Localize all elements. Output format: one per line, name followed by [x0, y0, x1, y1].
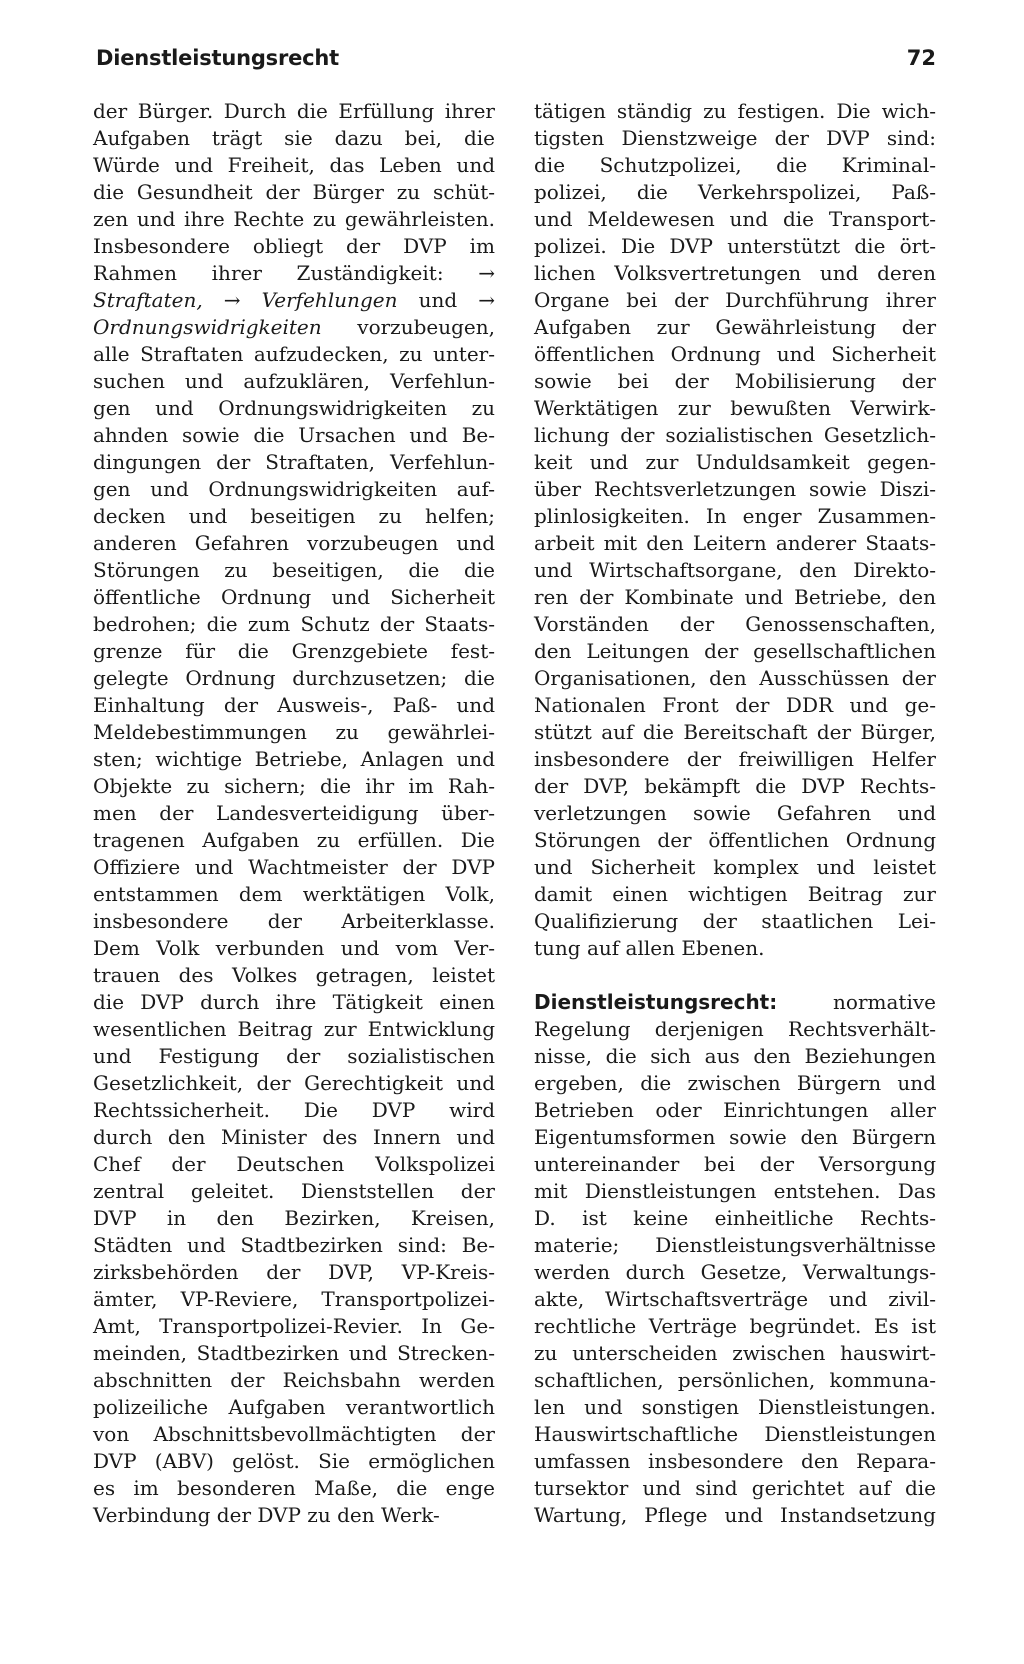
text-line: sten; wichtige Betriebe, Anlagen und	[93, 747, 495, 771]
entry-first-line-text: normative	[833, 990, 936, 1014]
text-line: dingungen der Straftaten, Verfehlun-	[93, 450, 495, 474]
text-line: insbesondere der Arbeiterklasse.	[93, 909, 495, 933]
text-line: entstammen dem werktätigen Volk,	[93, 882, 495, 906]
text-line: damit einen wichtigen Beitrag zur	[534, 882, 936, 906]
text-line: Gesetzlichkeit, der Gerechtigkeit und	[93, 1071, 495, 1095]
text-line: materie; Dienstleistungsverhältnisse	[534, 1233, 936, 1257]
text-line: men der Landesverteidigung über-	[93, 801, 495, 825]
text-line: nisse, die sich aus den Beziehungen	[534, 1044, 936, 1068]
entry-lemma: Dienstleistungsrecht:	[534, 990, 778, 1014]
text-line: untereinander bei der Versorgung	[534, 1152, 936, 1176]
text-line: tigsten Dienstzweige der DVP sind:	[534, 126, 936, 150]
text-line: Straftaten, → Verfehlungen und →	[93, 288, 495, 312]
text-line: verletzungen sowie Gefahren und	[534, 801, 936, 825]
text-line: Einhaltung der Ausweis-, Paß- und	[93, 693, 495, 717]
text-line: Offiziere und Wachtmeister der DVP	[93, 855, 495, 879]
text-line: zentral geleitet. Dienststellen der	[93, 1179, 495, 1203]
text-line: Störungen der öffentlichen Ordnung	[534, 828, 936, 852]
text-line: durch den Minister des Innern und	[93, 1125, 495, 1149]
right-column-continuation	[534, 98, 936, 962]
text-line: Dem Volk verbunden und vom Ver-	[93, 936, 495, 960]
text-line: Amt, Transportpolizei-Revier. In Ge-	[93, 1314, 495, 1338]
text-line: öffentliche Ordnung und Sicherheit	[93, 585, 495, 609]
text-line: tätigen ständig zu festigen. Die wich-	[534, 99, 936, 123]
text-line: und Wirtschaftsorgane, den Direkto-	[534, 558, 936, 582]
text-line: grenze für die Grenzgebiete fest-	[93, 639, 495, 663]
text-line: wesentlichen Beitrag zur Entwicklung	[93, 1017, 495, 1041]
text-line: lichen Volksvertretungen und deren	[534, 261, 936, 285]
text-line: insbesondere der freiwilligen Helfer	[534, 747, 936, 771]
text-line: gen und Ordnungswidrigkeiten zu	[93, 396, 495, 420]
text-line: gelegte Ordnung durchzusetzen; die	[93, 666, 495, 690]
text-line: umfassen insbesondere den Repara-	[534, 1449, 936, 1473]
text-line: Meldebestimmungen zu gewährlei-	[93, 720, 495, 744]
text-line: bedrohen; die zum Schutz der Staats-	[93, 612, 495, 636]
text-line: Städten und Stadtbezirken sind: Be-	[93, 1233, 495, 1257]
right-column	[534, 98, 936, 1529]
text-line: von Abschnittsbevollmächtigten der	[93, 1422, 495, 1446]
text-line: Rahmen ihrer Zuständigkeit: →	[93, 261, 495, 285]
text-line: gen und Ordnungswidrigkeiten auf-	[93, 477, 495, 501]
text-line: Organisationen, den Ausschüssen der	[534, 666, 936, 690]
text-line: Störungen zu beseitigen, die die	[93, 558, 495, 582]
text-line: Wartung, Pflege und Instandsetzung	[534, 1503, 936, 1527]
text-line: D. ist keine einheitliche Rechts-	[534, 1206, 936, 1230]
text-line: Regelung derjenigen Rechtsverhält-	[534, 1017, 936, 1041]
entry-spacing	[534, 962, 936, 989]
text-line: suchen und aufzuklären, Verfehlun-	[93, 369, 495, 393]
text-line: arbeit mit den Leitern anderer Staats-	[534, 531, 936, 555]
text-line: Hauswirtschaftliche Dienstleistungen	[534, 1422, 936, 1446]
text-line: ren der Kombinate und Betriebe, den	[534, 585, 936, 609]
text-line: abschnitten der Reichsbahn werden	[93, 1368, 495, 1392]
text-line: Vorständen der Genossenschaften,	[534, 612, 936, 636]
text-line: Objekte zu sichern; die ihr im Rah-	[93, 774, 495, 798]
text-line: decken und beseitigen zu helfen;	[93, 504, 495, 528]
text-line: mit Dienstleistungen entstehen. Das	[534, 1179, 936, 1203]
text-line: DVP (ABV) gelöst. Sie ermöglichen	[93, 1449, 495, 1473]
text-line: zu unterscheiden zwischen hauswirt-	[534, 1341, 936, 1365]
text-line: ahnden sowie die Ursachen und Be-	[93, 423, 495, 447]
text-line: und Meldewesen und die Transport-	[534, 207, 936, 231]
text-line: Qualifizierung der staatlichen Lei-	[534, 909, 936, 933]
text-line: ämter, VP-Reviere, Transportpolizei-	[93, 1287, 495, 1311]
page-number: 72	[906, 46, 936, 70]
text-line: der Bürger. Durch die Erfüllung ihrer	[93, 99, 495, 123]
text-line: alle Straftaten aufzudecken, zu unter-	[93, 342, 495, 366]
text-line: Aufgaben trägt sie dazu bei, die	[93, 126, 495, 150]
text-line: plinlosigkeiten. In enger Zusammen-	[534, 504, 936, 528]
text-line: lichung der sozialistischen Gesetzlich-	[534, 423, 936, 447]
running-head: Dienstleistungsrecht	[96, 46, 340, 70]
text-line: polizeiliche Aufgaben verantwortlich	[93, 1395, 495, 1419]
text-line: trauen des Volkes getragen, leistet	[93, 963, 495, 987]
text-line: len und sonstigen Dienstleistungen.	[534, 1395, 936, 1419]
text-line: zirksbehörden der DVP, VP-Kreis-	[93, 1260, 495, 1284]
text-line: es im besonderen Maße, die enge	[93, 1476, 495, 1500]
text-line: Verbindung der DVP zu den Werk-	[93, 1503, 440, 1527]
text-line: Würde und Freiheit, das Leben und	[93, 153, 495, 177]
text-line: und Festigung der sozialistischen	[93, 1044, 495, 1068]
text-line: tung auf allen Ebenen.	[534, 936, 765, 960]
text-line: Ordnungswidrigkeiten vorzubeugen,	[93, 315, 495, 339]
text-line: Werktätigen zur bewußten Verwirk-	[534, 396, 936, 420]
text-line: anderen Gefahren vorzubeugen und	[93, 531, 495, 555]
text-line: Eigentumsformen sowie den Bürgern	[534, 1125, 936, 1149]
text-line: schaftlichen, persönlichen, kommuna-	[534, 1368, 936, 1392]
text-line: tragenen Aufgaben zu erfüllen. Die	[93, 828, 495, 852]
text-line: zen und ihre Rechte zu gewährleisten.	[93, 207, 495, 231]
entry-body	[534, 1016, 936, 1529]
text-line: ergeben, die zwischen Bürgern und	[534, 1071, 936, 1095]
text-line: sowie bei der Mobilisierung der	[534, 369, 936, 393]
text-line: Chef der Deutschen Volkspolizei	[93, 1152, 495, 1176]
text-line: Nationalen Front der DDR und ge-	[534, 693, 936, 717]
text-line: polizei. Die DVP unterstützt die ört-	[534, 234, 936, 258]
text-line: DVP in den Bezirken, Kreisen,	[93, 1206, 495, 1230]
text-line: den Leitungen der gesellschaftlichen	[534, 639, 936, 663]
text-line: die Schutzpolizei, die Kriminal-	[534, 153, 936, 177]
text-line: keit und zur Unduldsamkeit gegen-	[534, 450, 936, 474]
left-column	[93, 98, 495, 1529]
text-line: Betrieben oder Einrichtungen aller	[534, 1098, 936, 1122]
entry-heading-line	[534, 989, 936, 1016]
text-line: der DVP, bekämpft die DVP Rechts-	[534, 774, 936, 798]
text-line: werden durch Gesetze, Verwaltungs-	[534, 1260, 936, 1284]
text-line: die DVP durch ihre Tätigkeit einen	[93, 990, 495, 1014]
text-line: akte, Wirtschaftsverträge und zivil-	[534, 1287, 936, 1311]
text-line: Aufgaben zur Gewährleistung der	[534, 315, 936, 339]
text-line: und Sicherheit komplex und leistet	[534, 855, 936, 879]
text-line: meinden, Stadtbezirken und Strecken-	[93, 1341, 495, 1365]
text-line: Rechtssicherheit. Die DVP wird	[93, 1098, 495, 1122]
text-line: polizei, die Verkehrspolizei, Paß-	[534, 180, 936, 204]
text-line: tursektor und sind gerichtet auf die	[534, 1476, 936, 1500]
text-line: stützt auf die Bereitschaft der Bürger,	[534, 720, 936, 744]
text-line: Insbesondere obliegt der DVP im	[93, 234, 495, 258]
text-line: öffentlichen Ordnung und Sicherheit	[534, 342, 936, 366]
text-line: über Rechtsverletzungen sowie Diszi-	[534, 477, 936, 501]
text-line: rechtliche Verträge begründet. Es ist	[534, 1314, 936, 1338]
text-line: die Gesundheit der Bürger zu schüt-	[93, 180, 495, 204]
text-line: Organe bei der Durchführung ihrer	[534, 288, 936, 312]
